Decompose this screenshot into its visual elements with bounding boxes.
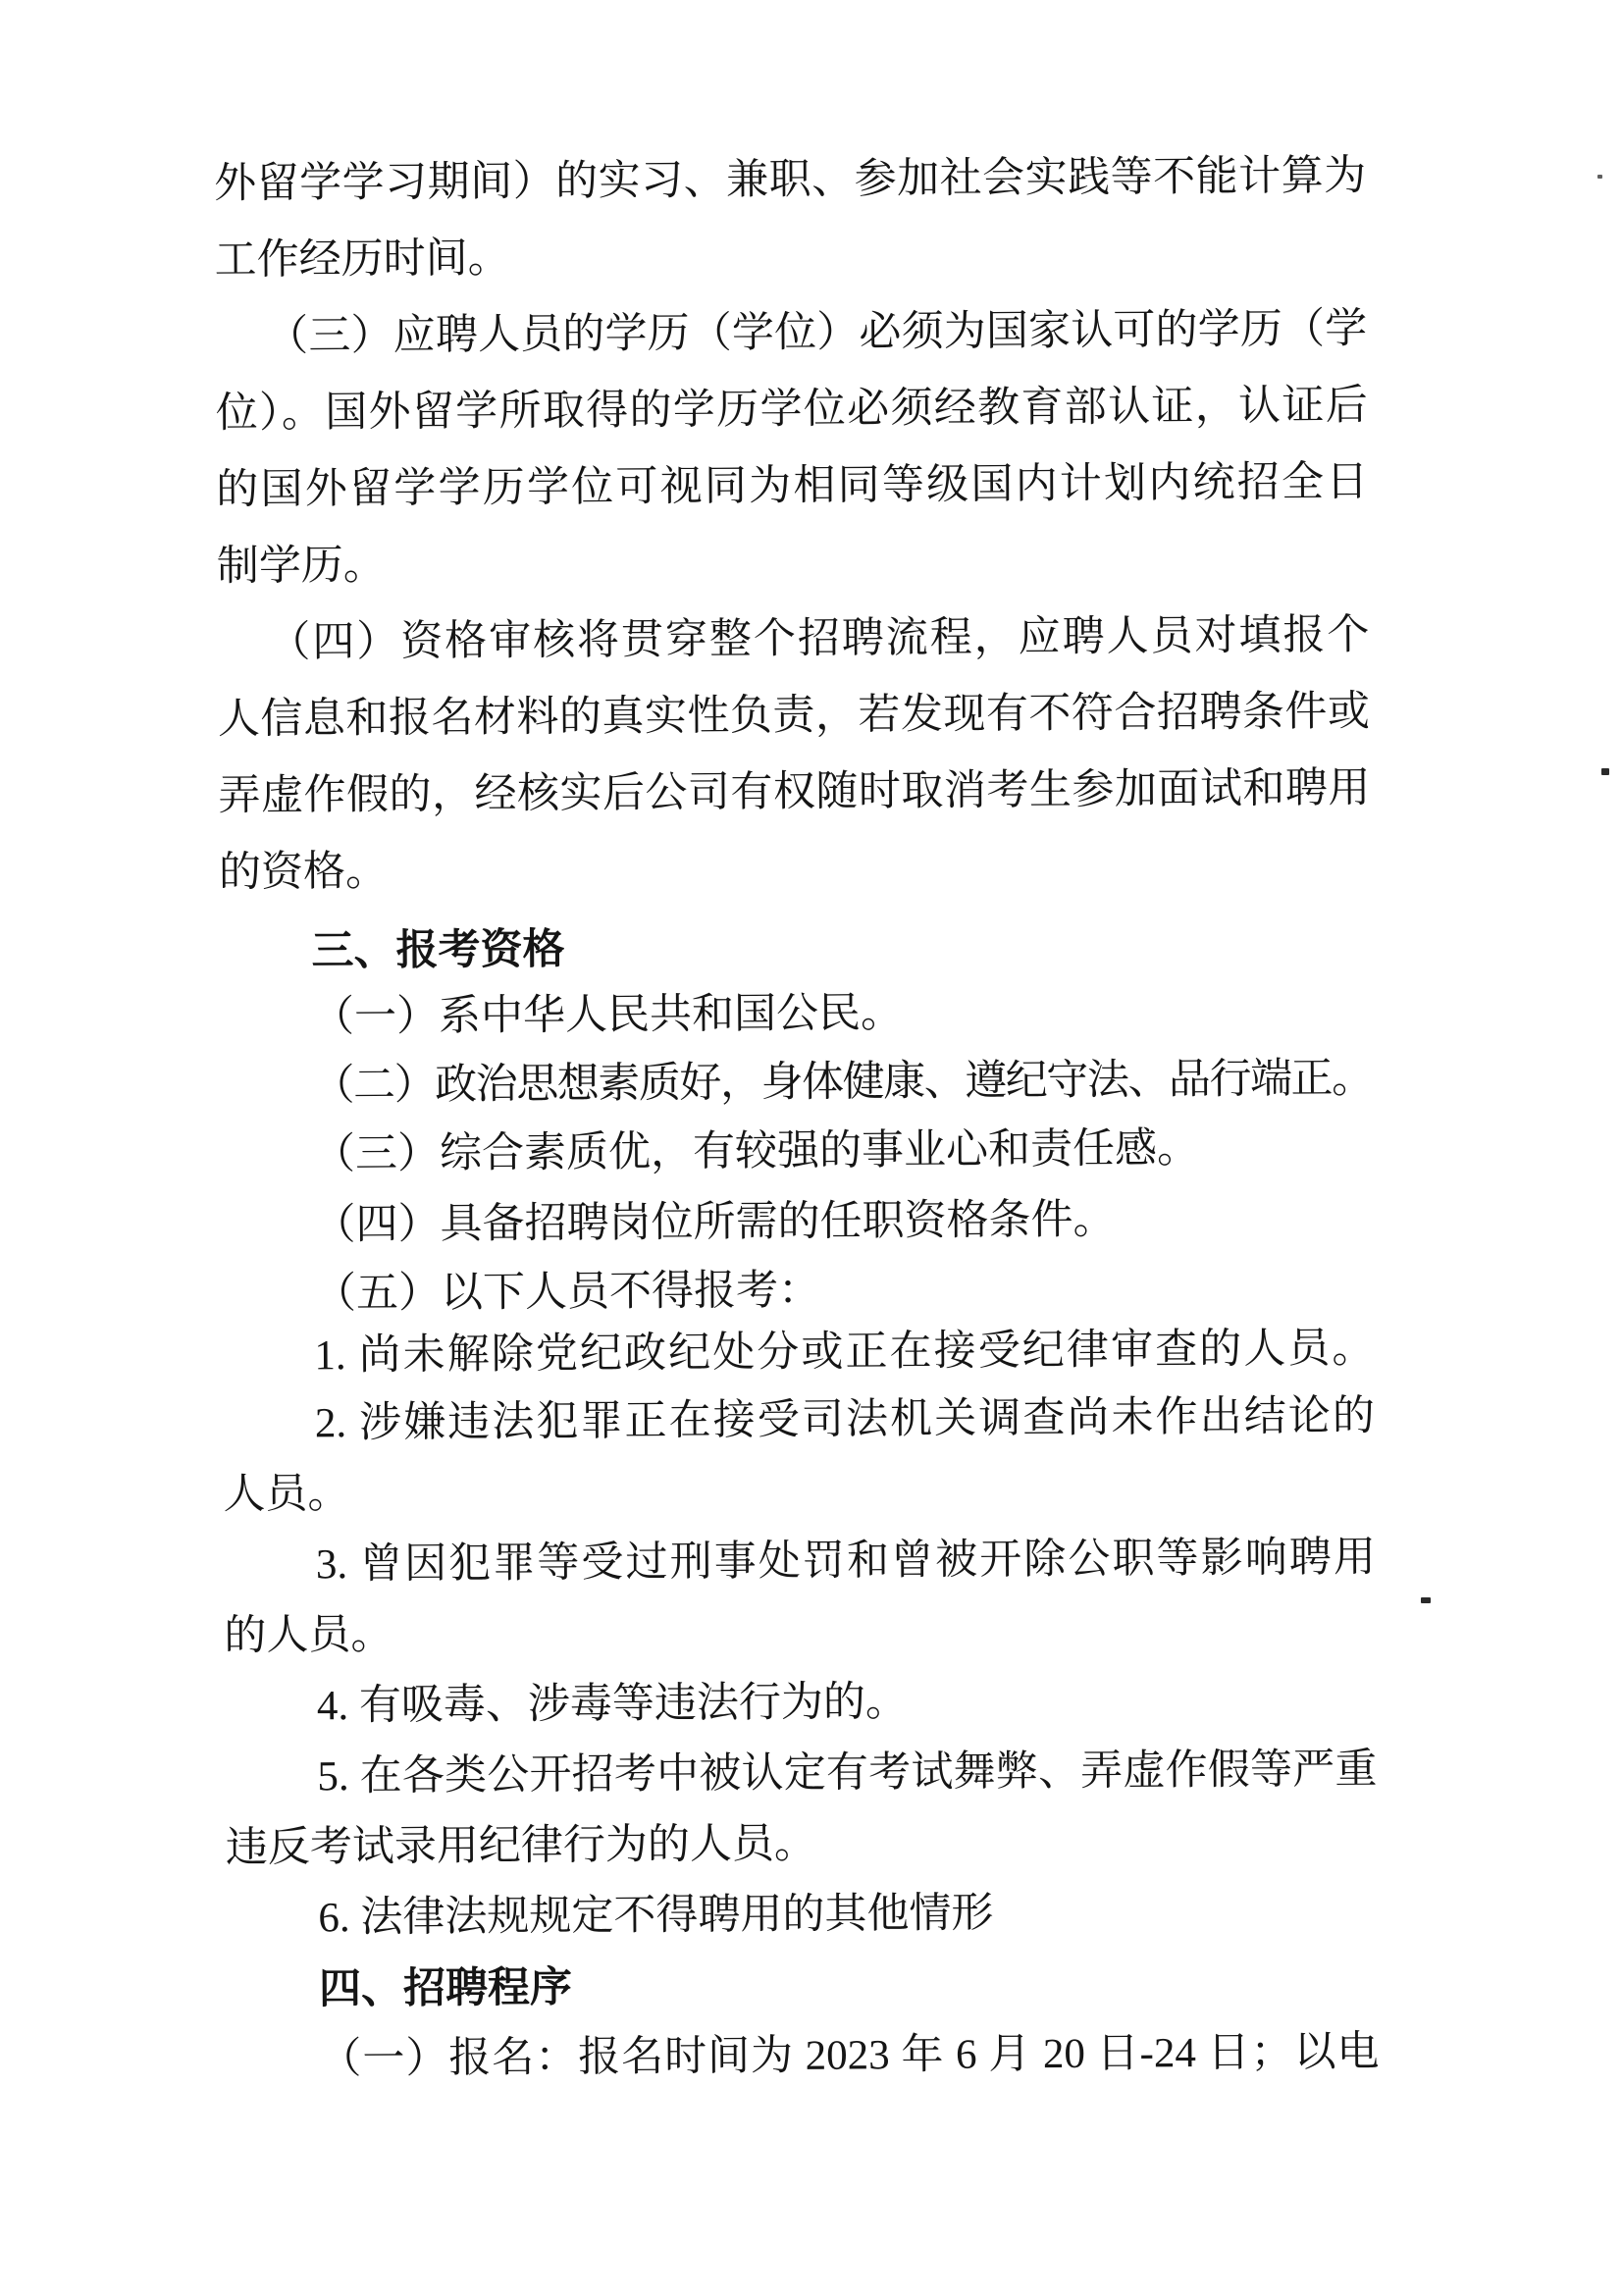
text-line: 位）。国外留学所取得的学历学位必须经教育部认证，认证后 (215, 382, 1368, 438)
text-line: 5. 在各类公开招考中被认定有考试舞弊、弄虚作假等严重 (317, 1746, 1378, 1800)
text-line: （一）报名：报名时间为 2023 年 6 月 20 日-24 日；以电 (319, 2028, 1380, 2083)
text-line: 2. 涉嫌违法犯罪正在接受司法机关调查尚未作出结论的 (314, 1392, 1376, 1447)
text-line: 6. 法律法规规定不得聘用的其他情形 (318, 1890, 994, 1942)
section-heading: 四、招聘程序 (318, 1963, 573, 2013)
text-line: 的人员。 (224, 1611, 393, 1659)
text-line: 外留学学习期间）的实习、兼职、参加社会实践等不能计算为 (213, 152, 1367, 208)
text-line: 弄虚作假的，经核实后公司有权随时取消考生参加面试和聘用 (218, 764, 1371, 819)
text-line: 工作经历时间。 (214, 235, 510, 285)
text-line: 人员。 (223, 1471, 350, 1518)
scan-speck (1421, 1597, 1431, 1603)
text-line: （四）资格审核将贯穿整个招聘流程，应聘人员对填报个 (268, 611, 1370, 666)
text-line: 的资格。 (218, 848, 389, 896)
text-line: 的国外留学学历学位可视同为相同等级国内计划内统招全日 (216, 458, 1369, 514)
text-line: （三）应聘人员的学历（学位）必须为国家认可的学历（学 (266, 305, 1368, 360)
text-line: （二）政治思想素质好，身体健康、遵纪守法、品行端正。 (312, 1055, 1373, 1110)
text-line: 4. 有吸毒、涉毒等违法行为的。 (316, 1679, 909, 1730)
text-line: 制学历。 (216, 542, 387, 591)
text-line: 3. 曾因犯罪等受过刑事处罚和曾被开除公职等影响聘用 (315, 1534, 1377, 1589)
scan-speck (1597, 175, 1602, 179)
text-line: （五）以下人员不得报考： (313, 1267, 821, 1318)
text-line: 1. 尚未解除党纪政纪处分或正在接受纪律审查的人员。 (314, 1325, 1375, 1380)
scan-speck (1601, 768, 1609, 775)
text-line: （四）具备招聘岗位所需的任职资格条件。 (313, 1196, 1116, 1249)
text-line: 违反考试录用纪律行为的人员。 (225, 1820, 817, 1871)
text-line: 人信息和报名材料的真实性负责，若发现有不符合招聘条件或 (217, 688, 1371, 743)
text-line: （三）综合素质优，有较强的事业心和责任感。 (312, 1125, 1200, 1178)
text-line: （一）系中华人民共和国公民。 (311, 990, 904, 1041)
section-heading: 三、报考资格 (311, 925, 565, 975)
